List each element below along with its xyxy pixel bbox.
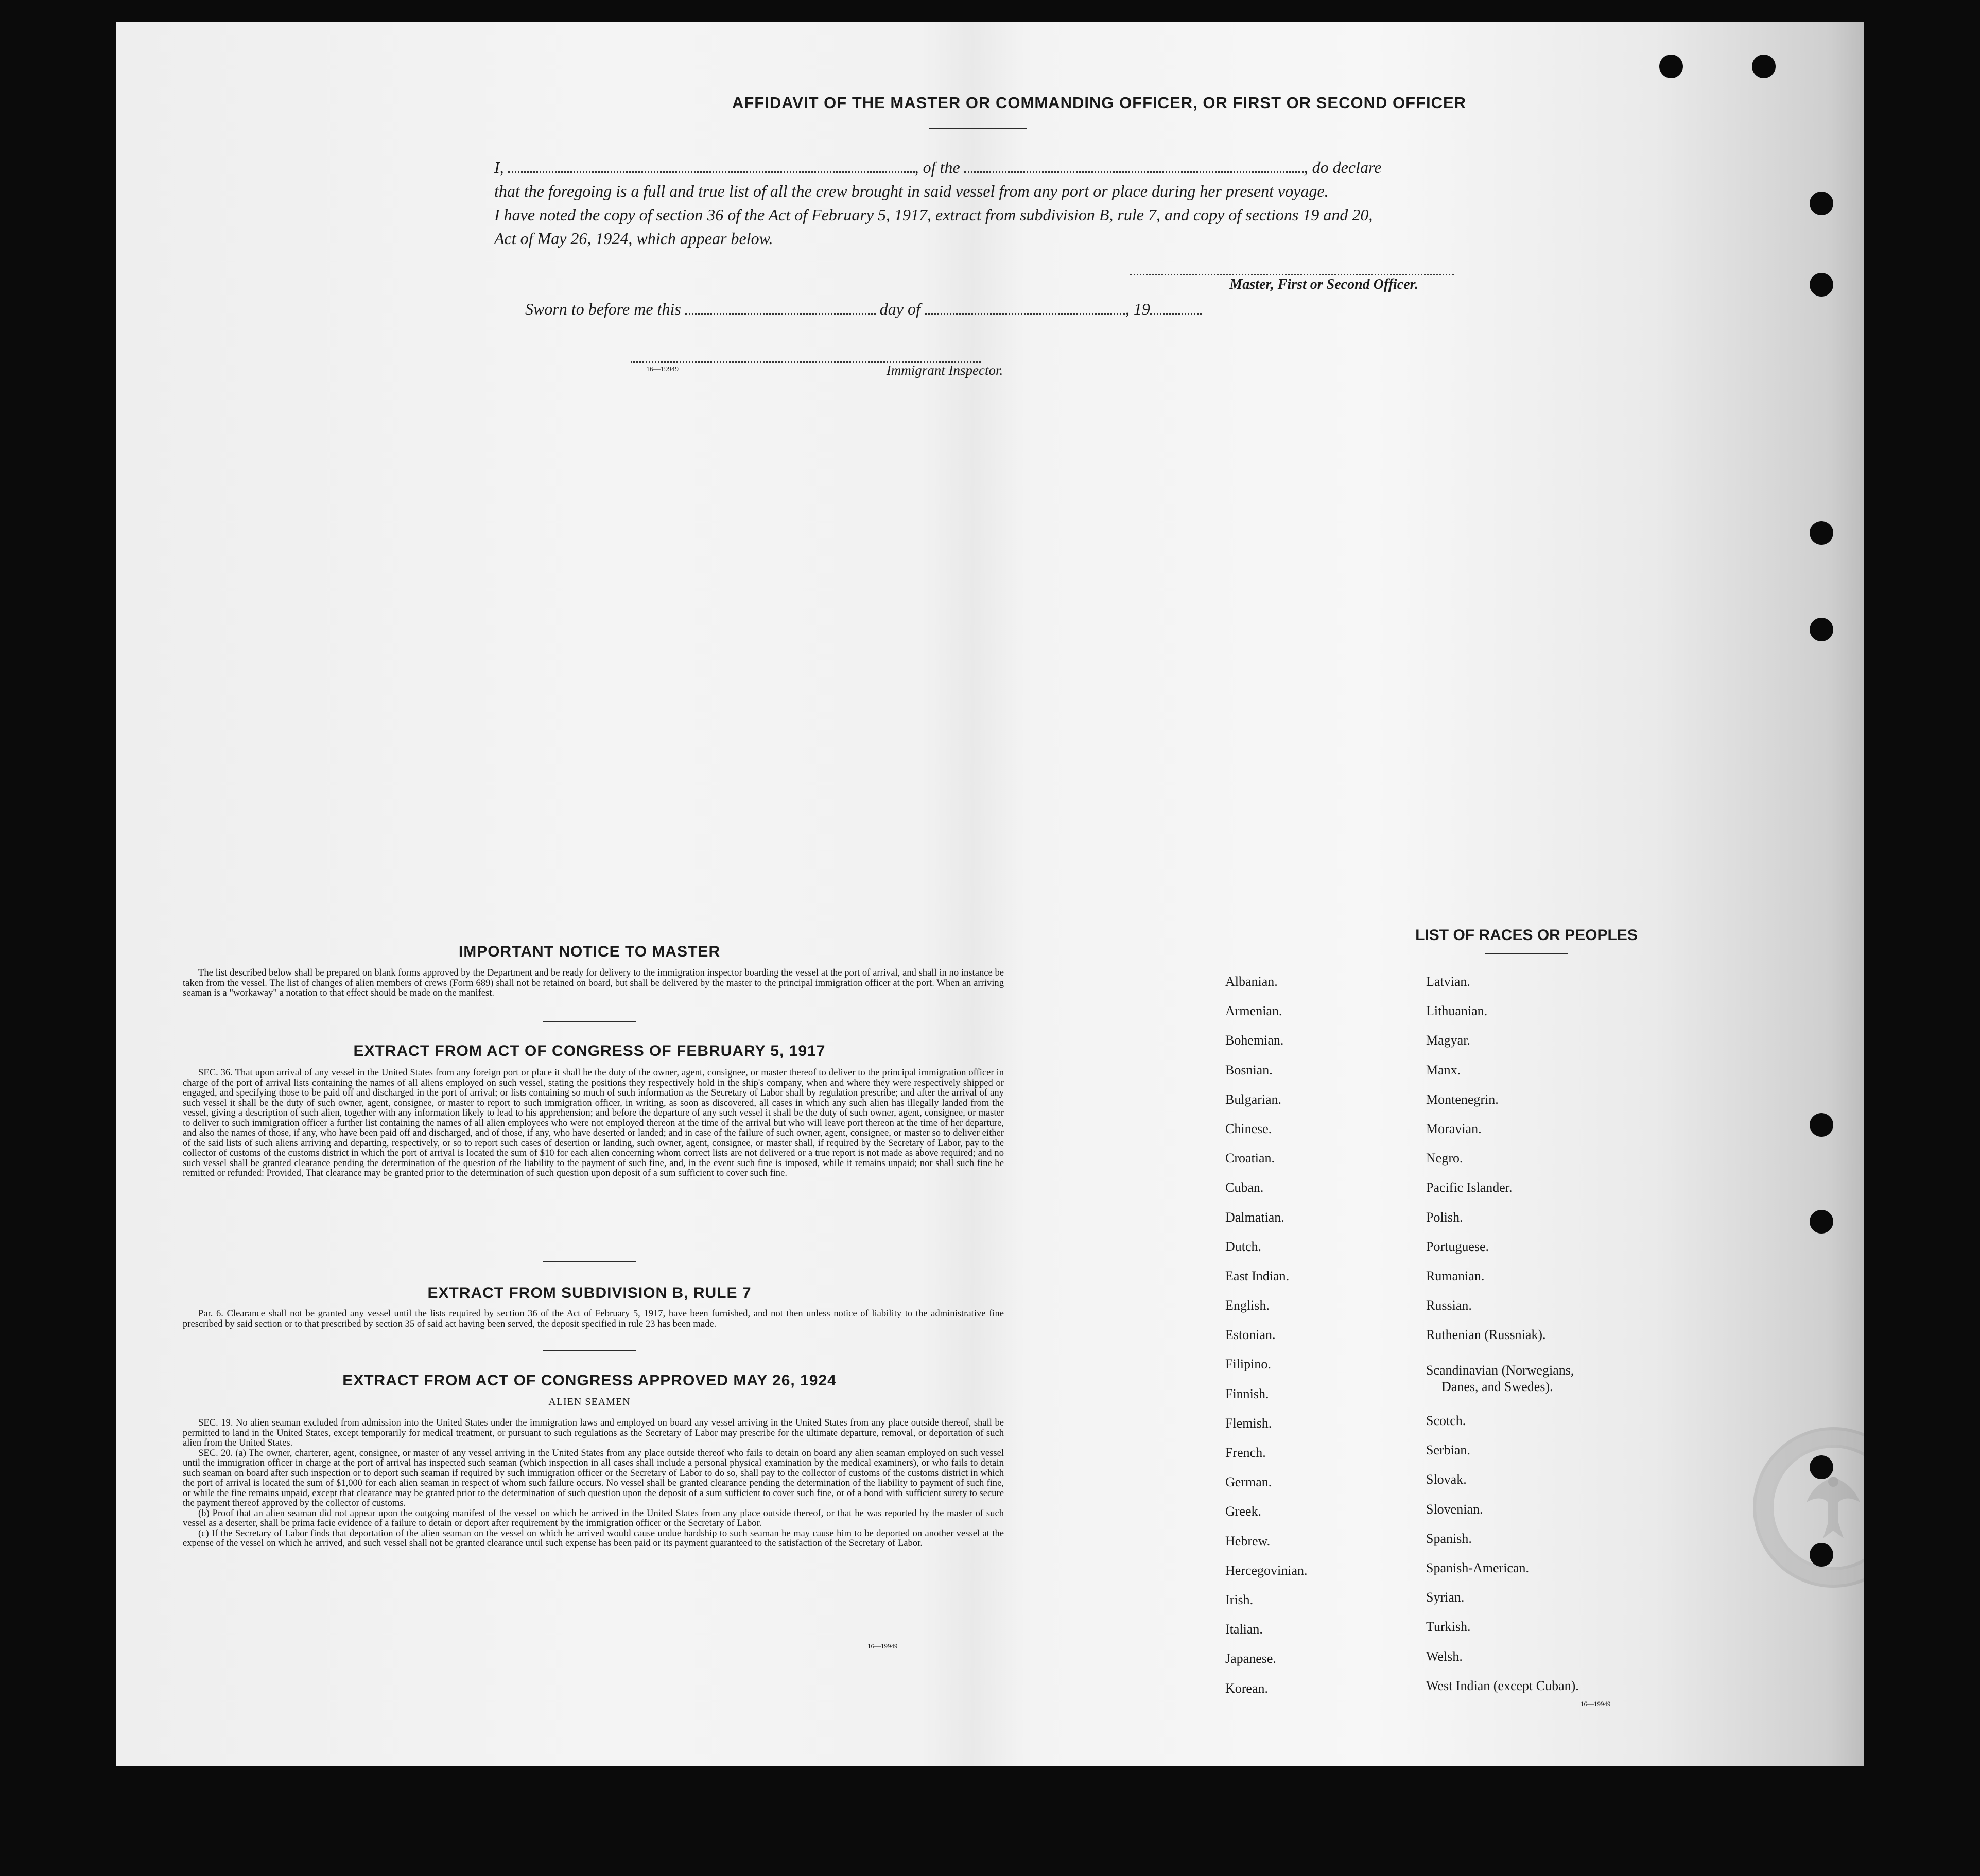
races-column-1 — [1225, 974, 1308, 1710]
race-item: Cuban. — [1225, 1180, 1264, 1195]
sworn-mid: day of — [879, 300, 920, 318]
section-19: SEC. 19. No alien seaman excluded from admission into the United States under the immigration laws and employed on board any vessel arriving in the United States from any place outside thereof, shall be permitted to land in the United States, except temporarily for medical treatment, or pursuant to such regulations as the Secretary of Labor may prescribe for the ultimate departure, removal, or deportation of such alien from the United States. — [183, 1417, 1004, 1448]
race-item: Estonian. — [1225, 1327, 1276, 1343]
notice-body — [183, 968, 1004, 998]
punch-hole — [1810, 273, 1833, 297]
affidavit-line-3: I have noted the copy of section 36 of the Act of February 5, 1917, extract from subdivision B, rule 7, and copy of sections 19 and 20, — [494, 205, 1373, 224]
year-blank[interactable] — [1150, 312, 1202, 315]
races-title: LIST OF RACES OR PEOPLES — [1415, 927, 1638, 944]
race-item: Manx. — [1426, 1062, 1461, 1078]
signature-label: Master, First or Second Officer. — [1229, 276, 1418, 292]
extract-1924-title: EXTRACT FROM ACT OF CONGRESS APPROVED MAY 26, 1924 — [342, 1372, 837, 1389]
race-item: Bosnian. — [1225, 1062, 1273, 1078]
race-item: Finnish. — [1225, 1386, 1269, 1401]
form-number: 16—19949 — [646, 366, 679, 373]
scandinavian-line-2: Danes, and Swedes). — [1441, 1379, 1553, 1394]
race-item: Slovak. — [1426, 1472, 1467, 1487]
race-item: Welsh. — [1426, 1648, 1463, 1664]
punch-hole — [1810, 192, 1833, 215]
extract-1917-body — [183, 1068, 1004, 1178]
race-item: German. — [1225, 1474, 1272, 1490]
punch-hole — [1810, 1543, 1833, 1567]
affidavit-line1-end: , do declare — [1304, 158, 1382, 177]
race-item: Serbian. — [1426, 1443, 1470, 1458]
punch-hole — [1810, 1113, 1833, 1137]
punch-hole — [1810, 521, 1833, 545]
race-item: Italian. — [1225, 1622, 1263, 1637]
race-item: Bulgarian. — [1225, 1091, 1282, 1107]
race-item: Hercegovinian. — [1225, 1562, 1308, 1578]
signature-line[interactable] — [1130, 274, 1454, 275]
affidavit-title: AFFIDAVIT OF THE MASTER OR COMMANDING OFFICER, OR FIRST OR SECOND OFFICER — [732, 94, 1467, 112]
form-number: 16—19949 — [1580, 1700, 1611, 1708]
race-item: Latvian. — [1426, 974, 1470, 989]
document-sheet — [116, 22, 1864, 1766]
punch-hole — [1810, 618, 1833, 641]
race-item: Dutch. — [1225, 1239, 1262, 1254]
race-item: Russian. — [1426, 1298, 1472, 1313]
section-36: SEC. 36. That upon arrival of any vessel in the United States from any foreign port or place it shall be the duty of the owner, agent, consignee, or master thereof to deliver to the principal immigration officer in charge of the port of arrival lists containing the names of all aliens employed on such vessel, stating the positions they respectively hold in the ship's company, when and where they were respectively shipped or engaged, and specifying those to be paid off and discharged in the port of arrival; or lists containing so much of such information as the Secretary of Labor shall by regulation prescribe; and after the arrival of any such vessel it shall be the duty of such owner, agent, consignee, or master to report to such immigration officer, in writing, as soon as discovered, all cases in which any such alien has illegally landed from the vessel, giving a description of such alien, together with any information likely to lead to his apprehension; and before the departure of any such vessel it shall be the duty of such owner, agent, consignee, or master to deliver to such immigration officer a further list containing the names of all alien employees who were not employed thereon at the time of the arrival but who will leave port thereon at the time of her departure, and also the names of those, if any, who have been paid off and discharged, and of those, if any, who have deserted or landed; and in case of the failure of such owner, agent, consignee, or master so to deliver either of the said lists of such aliens arriving and departing, respectively, or so to report such cases of desertion or landing, such owner, agent, consignee, or master shall, if required by the Secretary of Labor, pay to the collector of customs of the customs district in which the port of arrival is located the sum of $10 for each alien concerning whom correct lists are not delivered or a true report is not made as above required; and no such vessel shall be granted clearance pending the determination of the question of the liability to the payment of such fine, and, in the event such fine is imposed, while it remains unpaid; nor shall such fine be remitted or refunded: Provided, That clearance may be granted prior to the determination of such question upon deposit of a sum sufficient to cover such fine. — [183, 1067, 1004, 1178]
affidavit-line-4: Act of May 26, 1924, which appear below. — [494, 229, 773, 248]
race-item: Dalmatian. — [1225, 1209, 1284, 1225]
races-column-2-cont — [1426, 1413, 1579, 1708]
form-number: 16—19949 — [867, 1642, 898, 1650]
divider — [543, 1021, 636, 1022]
section-20a: SEC. 20. (a) The owner, charterer, agent, consignee, or master of any vessel arriving in the United States from any place outside thereof who fails to detain on board any alien seaman employed on such vessel until the immigration officer in charge at the port of arrival has inspected such seaman (which inspection in all cases shall include a personal physical examination by the medical examiners), or who fails to detain such seaman on board after such inspection or to deport such seaman if required by such immigration officer or the Secretary of Labor to do so, shall pay to the collector of customs of the customs district in which the port of arrival is located the sum of $1,000 for each alien seaman in respect of whom such failure occurs. No vessel shall be granted clearance pending the determination of the liability to payment of such fine, or while the fine remains unpaid, except that clearance may be granted prior to the determination of such question upon the deposit of a sum sufficient to cover such fine, or of a bond with sufficient surety to secure the payment thereof approved by the collector of customs. — [183, 1447, 1004, 1508]
race-item: French. — [1225, 1445, 1266, 1460]
race-item: Hebrew. — [1225, 1533, 1271, 1549]
day-blank[interactable] — [685, 312, 876, 315]
race-item: Turkish. — [1426, 1619, 1471, 1635]
month-blank[interactable] — [925, 312, 1125, 315]
race-item: Lithuanian. — [1426, 1003, 1488, 1019]
paragraph-6: Par. 6. Clearance shall not be granted any vessel until the lists required by section 36 of the Act of February 5, 1917, have been furnished, and not then unless notice of liability to the administrative fine prescribed by said section or to that prescribed by section 35 of said act having been served, the deposit specified in rule 23 has been made. — [183, 1308, 1004, 1329]
extract-rule7-title: EXTRACT FROM SUBDIVISION B, RULE 7 — [427, 1284, 752, 1301]
affidavit-line-1 — [494, 155, 1586, 179]
race-item: Chinese. — [1225, 1121, 1272, 1136]
race-item: Korean. — [1225, 1680, 1269, 1696]
race-item: Polish. — [1426, 1209, 1463, 1225]
race-item: Scotch. — [1426, 1413, 1466, 1428]
vessel-blank[interactable] — [964, 171, 1304, 173]
section-20b: (b) Proof that an alien seaman did not appear upon the outgoing manifest of the vessel on which he arrived in the United States from any place outside thereof, or that he was reported by the master of such vessel as a deserter, shall be prima facie evidence of a failure to detain or deport after requirement by the immigration officer or the Secretary of Labor. — [183, 1507, 1004, 1528]
affidavit-line1-start: I, — [494, 158, 504, 177]
consulate-seal — [1753, 1427, 1864, 1588]
scandinavian-entry — [1426, 1362, 1574, 1395]
race-item: East Indian. — [1225, 1268, 1290, 1283]
race-item: Irish. — [1225, 1592, 1254, 1607]
alien-seamen-subtitle: ALIEN SEAMEN — [548, 1396, 631, 1408]
sworn-line — [525, 300, 1452, 319]
race-item: Spanish-American. — [1426, 1560, 1530, 1575]
divider — [543, 1261, 636, 1262]
notice-paragraph: The list described below shall be prepared on blank forms approved by the Department and be ready for delivery to the immigration inspector boarding the vessel at the port of arrival, and shall in no instance be taken from the vessel. The list of changes of alien members of crews (Form 689) shall not be retained on board, but shall be delivered by the master to the principal immigration officer at the port. When an arriving seaman is a "workaway" a notation to that effect should be made on the manifest. — [183, 967, 1004, 998]
race-item: Pacific Islander. — [1426, 1180, 1513, 1195]
race-item: Ruthenian (Russniak). — [1426, 1327, 1546, 1343]
sworn-start: Sworn to before me this — [525, 300, 681, 318]
race-item: Filipino. — [1225, 1357, 1271, 1372]
race-item: Syrian. — [1426, 1590, 1465, 1605]
affidavit-text — [494, 155, 1586, 250]
race-item: Armenian. — [1225, 1003, 1282, 1019]
race-item: Spanish. — [1426, 1531, 1472, 1546]
race-item: English. — [1225, 1298, 1270, 1313]
punch-hole — [1810, 1210, 1833, 1234]
race-item: Moravian. — [1426, 1121, 1482, 1136]
race-item: Albanian. — [1225, 974, 1278, 989]
affidavit-line1-mid: , of the — [914, 158, 960, 177]
races-column-2 — [1426, 974, 1546, 1357]
notice-title: IMPORTANT NOTICE TO MASTER — [458, 943, 721, 960]
race-item: Slovenian. — [1426, 1501, 1483, 1517]
race-item: Rumanian. — [1426, 1268, 1485, 1283]
divider — [543, 1350, 636, 1351]
race-item: Greek. — [1225, 1504, 1262, 1519]
title-divider — [929, 128, 1027, 129]
race-item: Montenegrin. — [1426, 1091, 1499, 1107]
scandinavian-line-1: Scandinavian (Norwegians, — [1426, 1363, 1574, 1378]
punch-hole — [1810, 1455, 1833, 1479]
race-item: Flemish. — [1225, 1415, 1272, 1431]
race-item: West Indian (except Cuban). — [1426, 1678, 1579, 1693]
name-blank[interactable] — [508, 171, 915, 173]
extract-rule7-body — [183, 1309, 1004, 1329]
race-item: Portuguese. — [1426, 1239, 1489, 1254]
punch-hole — [1752, 55, 1776, 78]
affidavit-line-2: that the foregoing is a full and true list of all the crew brought in said vessel from any port or place during her present voyage. — [494, 182, 1329, 200]
divider — [1485, 953, 1568, 954]
extract-1924-body — [183, 1418, 1004, 1549]
race-item: Negro. — [1426, 1151, 1463, 1166]
race-item: Magyar. — [1426, 1033, 1470, 1048]
race-item: Croatian. — [1225, 1151, 1275, 1166]
race-item: Bohemian. — [1225, 1033, 1284, 1048]
eagle-emblem-icon — [1802, 1466, 1864, 1543]
race-item: Japanese. — [1225, 1651, 1276, 1666]
section-20c: (c) If the Secretary of Labor finds that deportation of the alien seaman on the vessel on which he arrived would cause undue hardship to such seaman he may cause him to be deported on another vessel at the expense of the vessel on which he arrived, and such vessel shall not be granted clearance until such expense has been paid or its payment guaranteed to the satisfaction of the Secretary of Labor. — [183, 1527, 1004, 1549]
extract-1917-title: EXTRACT FROM ACT OF CONGRESS OF FEBRUARY 5, 1917 — [353, 1043, 826, 1059]
sworn-end: , 19 — [1125, 300, 1150, 318]
punch-hole — [1659, 55, 1683, 78]
inspector-label: Immigrant Inspector. — [886, 362, 1003, 378]
